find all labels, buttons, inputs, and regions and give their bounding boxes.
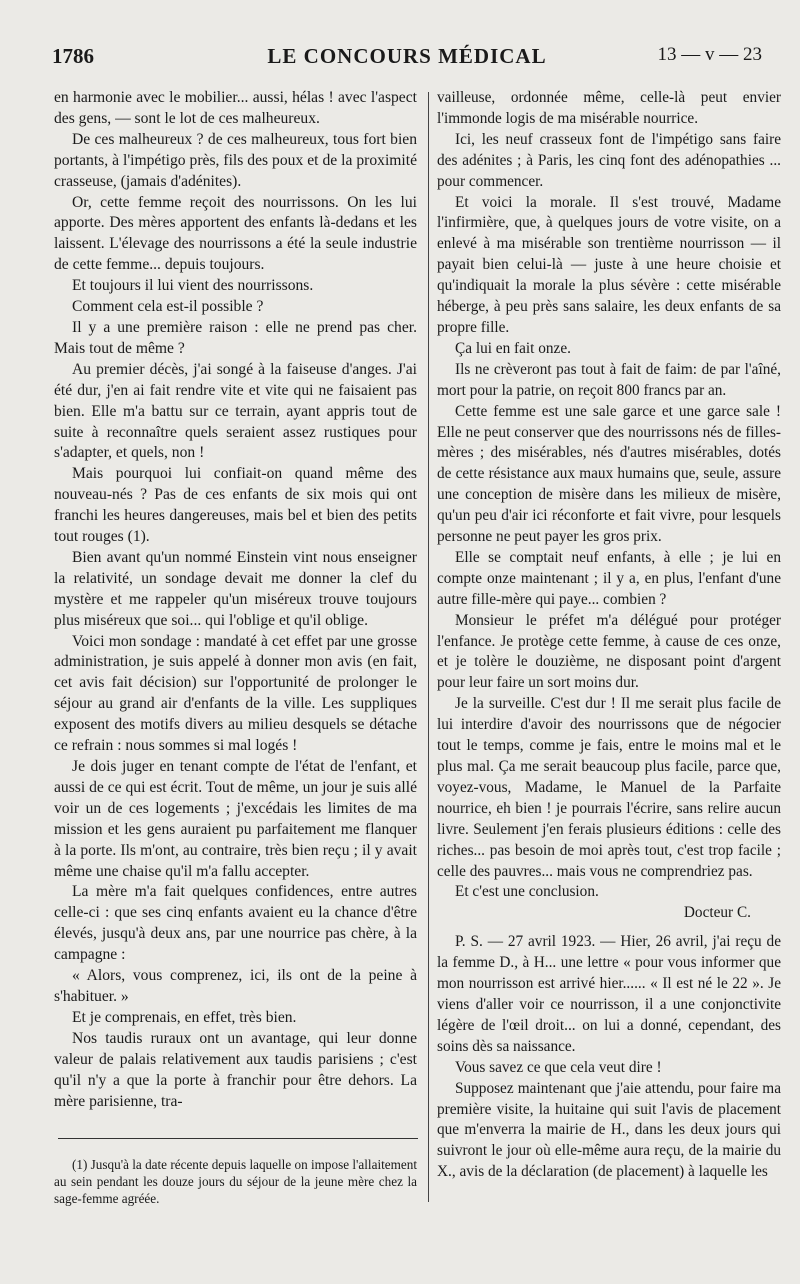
footnote-text: (1) Jusqu'à la date récente depuis laquelle on impose l'allaitement au sein pendant les douze jours du séjour de la jeune mère chez la sage-femme agréée. bbox=[54, 1157, 417, 1206]
journal-title: LE CONCOURS MÉDICAL bbox=[267, 44, 547, 68]
issue-date: 13 — v — 23 bbox=[657, 44, 762, 65]
paragraph: Nos taudis ruraux ont un avantage, qui leur donne valeur de palais relativement aux taudis parisiens ; c'est qu'il n'y a que la porte à franchir pour être dehors. La mère parisienne, tra- bbox=[54, 1029, 417, 1110]
paragraph: Je dois juger en tenant compte de l'état de l'enfant, et aussi de ce qui est écrit. Tout de même, un jour je suis allé voir un de ces logements ; j'excédais les limites de ma mission et les gens auraient pu parfaitement me flanquer à la porte. Ils m'ont, au contraire, très bien reçu ; il y avait même une chaise qu'il m'a fallu accepter. bbox=[54, 758, 417, 880]
paragraph: Je la surveille. C'est dur ! Il me serait plus facile de lui interdire d'avoir des nourrissons que de négocier tout le temps, comme je fais, entre le moins mal et le plus mal. Ça me serait beaucoup plus facile, parce que, voyez-vous, Madame, le Manuel de la Parfaite nourrice, eh bien ! je pourrais l'écrire, sans relire aucun livre. Seulement j'en ferais plusieurs éditions : celle des riches... pas besoin de moi après tout, c'est trop facile ; celle des pauvres... mais vous ne comprendriez pas. bbox=[437, 695, 781, 880]
paragraph: Ici, les neuf crasseux font de l'impétigo sans faire des adénites ; à Paris, les cinq font des adénopathies ... pour commencer. bbox=[437, 130, 781, 190]
paragraph: Il y a une première raison : elle ne prend pas cher. Mais tout de même ? bbox=[54, 318, 417, 357]
footnote bbox=[54, 1156, 417, 1207]
paragraph: Bien avant qu'un nommé Einstein vint nous enseigner la relativité, un sondage devait me donner la clef du mystère et me rappeler qu'un miséreux trouve toujours plus miséreux que soi... qui l'oblige et qu'il oblige. bbox=[54, 548, 417, 629]
column-divider bbox=[428, 92, 429, 1202]
paragraph: Ça lui en fait onze. bbox=[455, 339, 571, 357]
paragraph: Voici mon sondage : mandaté à cet effet par une grosse administration, je suis appelé à donner mon avis (en fait, cet avis fait décision) sur l'opportunité de prolonger le séjour au grand air d'enfants de la ville. Les suppliques exposent des motifs divers au milieu desquels se détache ce refrain : nous sommes si mal logés ! bbox=[54, 632, 417, 755]
paragraph: Or, cette femme reçoit des nourrissons. On les lui apporte. Des mères apportent des enfants là-dedans et les laissent. L'élevage des nourrissons a été la seule industrie de cette femme... depuis toujours. bbox=[54, 193, 417, 274]
right-column bbox=[437, 88, 781, 1183]
paragraph: vailleuse, ordonnée même, celle-là peut envier l'immonde logis de ma misérable nourrice. bbox=[437, 89, 781, 127]
page-header bbox=[52, 38, 762, 74]
paragraph: Ils ne crèveront pas tout à fait de faim: de par l'aîné, mort pour la patrie, on reçoit 800 francs par an. bbox=[437, 360, 781, 399]
paragraph: De ces malheureux ? de ces malheureux, tous fort bien portants, à l'impétigo près, fils des poux et de la proximité crasseuse, (jamais d'adénites). bbox=[54, 130, 417, 190]
paragraph: La mère m'a fait quelques confidences, entre autres celle-ci : que ses cinq enfants avaient eu la chance d'être élevés, jusqu'à deux ans, par une nourrice pas chère, à la campagne : bbox=[54, 883, 417, 964]
paragraph: Mais pourquoi lui confiait-on quand même des nouveau-nés ? Pas de ces enfants de six mois qui ont franchi les heures dangereuses, mais bel et bien des petits tout rouges (1). bbox=[54, 465, 417, 546]
paragraph: Et voici la morale. Il s'est trouvé, Madame l'infirmière, que, à quelques jours de votre visite, on a enlevé à ma misérable son trentième nourrisson — il payait bien celui-là — juste à une heure choisie et qu'indiquait la morale la plus sévère : cette misérable héberge, à peu près sans salaire, les deux enfants de sa propre fille. bbox=[437, 193, 781, 336]
paragraph: « Alors, vous comprenez, ici, ils ont de la peine à s'habituer. » bbox=[54, 967, 417, 1005]
paragraph: Et je comprenais, en effet, très bien. bbox=[72, 1008, 297, 1026]
page-number: 1786 bbox=[52, 44, 94, 68]
paragraph: Vous savez ce que cela veut dire ! bbox=[455, 1058, 662, 1076]
paragraph: Et toujours il lui vient des nourrissons. bbox=[72, 277, 314, 295]
paragraph: Cette femme est une sale garce et une garce sale ! Elle ne peut conserver que des nourrissons nés de filles-mères ; des misérables, nés d'autres misérables, dotés de cette résistance aux maux humains que, seule, assure une conception de misère dans les milieux de misère, qu'un peu d'air ici réconforte et fait vivre, pour lesquels personne ne peut payer les gros prix. bbox=[437, 402, 781, 546]
left-column bbox=[54, 88, 417, 1112]
footnote-rule bbox=[58, 1138, 418, 1139]
paragraph: Monsieur le préfet m'a délégué pour protéger l'enfance. Je protège cette femme, à cause de ces onze, et je tolère le douzième, ne disposant point d'argent pour leur faire un sort moins dur. bbox=[437, 611, 781, 692]
paragraph: P. S. — 27 avril 1923. — Hier, 26 avril, j'ai reçu de la femme D., à H... une lettre « pour vous informer que mon nourrisson est arrivé hier...... « Il est né le 22 ». Je viens d'aller voir ce nourrisson, il a une conjonctivite légère de l'œil droit... on lui a donné, cependant, des soins dès sa naissance. bbox=[437, 933, 781, 1055]
paragraph: Elle se comptait neuf enfants, à elle ; je lui en compte onze maintenant ; il y a, en plus, l'enfant d'une autre fille-mère qui paye... combien ? bbox=[437, 548, 781, 608]
paragraph: Et c'est une conclusion. bbox=[455, 883, 599, 901]
paragraph: Supposez maintenant que j'aie attendu, pour faire ma première visite, la huitaine qui suit l'avis de placement que m'enverra la mairie de H., dans les deux jours qui suivront le jour où elle-même aura reçu, de la mairie du X., avis de la déclaration (de placement) à laquelle les bbox=[437, 1079, 781, 1181]
signature: Docteur C. bbox=[683, 904, 751, 922]
paragraph: en harmonie avec le mobilier... aussi, hélas ! avec l'aspect des gens, — sont le lot de ces malheureux. bbox=[54, 89, 417, 127]
paragraph: Au premier décès, j'ai songé à la faiseuse d'anges. J'ai été dur, j'en ai fait rendre vite et vite qui ne faisaient pas bien. Elle m'a battu sur ce terrain, ayant appris tout de suite à reconnaître quels seraient assez rustiques pour s'adapter, et quels, non ! bbox=[54, 360, 417, 462]
paragraph: Comment cela est-il possible ? bbox=[72, 298, 264, 316]
